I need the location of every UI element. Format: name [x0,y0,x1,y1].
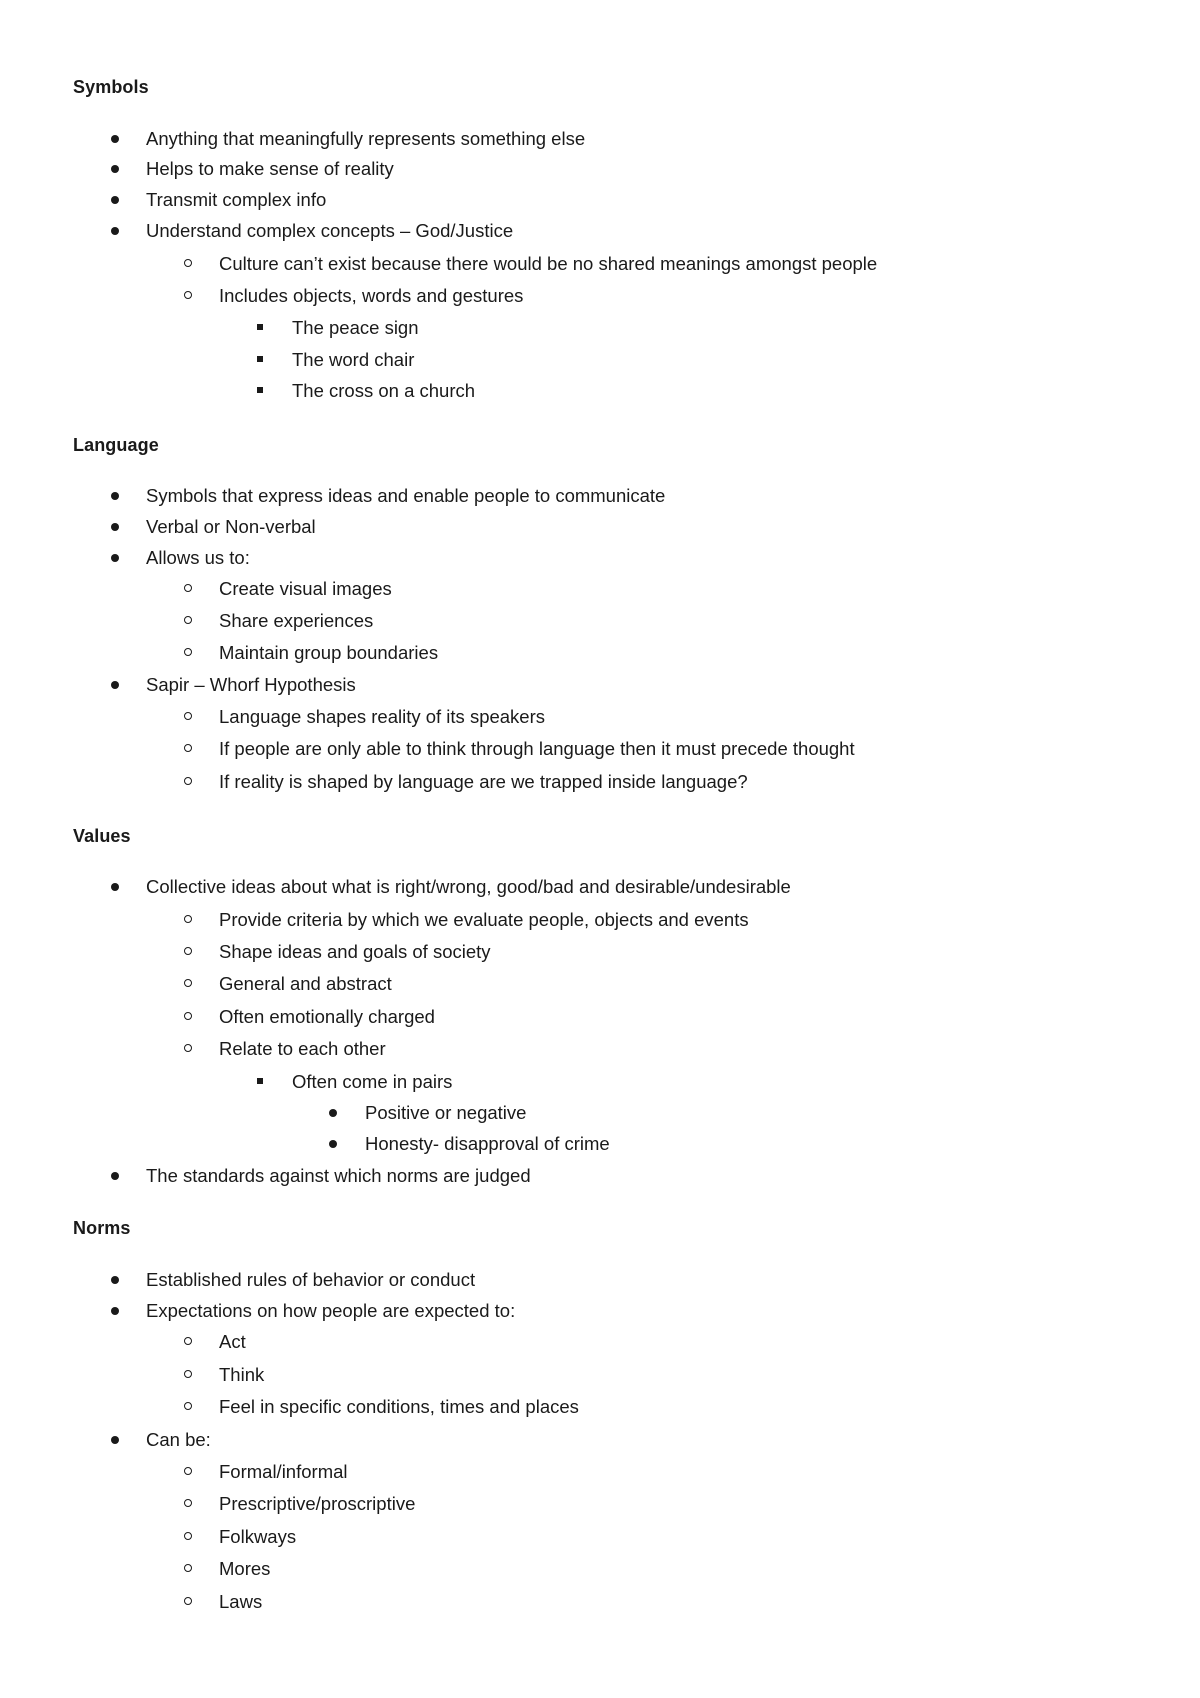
list-item: Allows us to: [146,547,250,568]
list-item: The peace sign [292,317,419,338]
bullet-circle [168,940,208,964]
bullet-square [240,348,280,372]
list-item: The cross on a church [292,380,476,401]
bullet-circle [168,1005,208,1029]
bullet-circle [168,1330,208,1354]
bullet-circle [168,577,208,601]
bullet-dot [313,1101,353,1125]
list-item: Share experiences [219,610,374,631]
bullet-circle [168,705,208,729]
bullet-circle [168,1590,208,1614]
bullet-circle [168,972,208,996]
section-heading-language: Language [73,435,159,455]
list-item: Act [219,1331,246,1352]
bullet-dot [95,515,135,539]
list-item: Anything that meaningfully represents something else [146,128,586,149]
bullet-circle [168,1037,208,1061]
bullet-dot [95,875,135,899]
list-item: Formal/informal [219,1461,348,1482]
list-item: Understand complex concepts – God/Justice [146,220,514,241]
bullet-square [240,316,280,340]
list-item: Prescriptive/proscriptive [219,1493,416,1514]
bullet-circle [168,641,208,665]
list-item: Think [219,1364,265,1385]
bullet-circle [168,737,208,761]
list-item: Symbols that express ideas and enable people to communicate [146,485,666,506]
bullet-circle [168,609,208,633]
list-item: Language shapes reality of its speakers [219,706,546,727]
list-item: Can be: [146,1429,211,1450]
list-item: Folkways [219,1526,297,1547]
bullet-circle [168,284,208,308]
bullet-circle [168,770,208,794]
list-item: Feel in specific conditions, times and places [219,1396,579,1417]
list-item: Positive or negative [365,1102,527,1123]
list-item: Maintain group boundaries [219,642,439,663]
list-item: Verbal or Non-verbal [146,516,316,537]
bullet-dot [95,1299,135,1323]
bullet-dot [95,219,135,243]
list-item: Often come in pairs [292,1071,453,1092]
bullet-dot [95,1164,135,1188]
bullet-dot [95,1428,135,1452]
bullet-dot [95,127,135,151]
list-item: The word chair [292,349,415,370]
bullet-dot [95,157,135,181]
list-item: Established rules of behavior or conduct [146,1269,476,1290]
list-item: Expectations on how people are expected to: [146,1300,516,1321]
bullet-circle [168,1363,208,1387]
bullet-circle [168,1460,208,1484]
list-item: Laws [219,1591,263,1612]
list-item: If people are only able to think through language then it must precede thought [219,738,855,759]
bullet-circle [168,1492,208,1516]
bullet-circle [168,1557,208,1581]
list-item: Provide criteria by which we evaluate people, objects and events [219,909,749,930]
list-item: Relate to each other [219,1038,386,1059]
bullet-dot [313,1132,353,1156]
section-heading-norms: Norms [73,1218,131,1238]
list-item: Culture can’t exist because there would be no shared meanings amongst people [219,253,878,274]
list-item: Collective ideas about what is right/wrong, good/bad and desirable/undesirable [146,876,791,897]
list-item: Often emotionally charged [219,1006,435,1027]
list-item: Transmit complex info [146,189,327,210]
list-item: Helps to make sense of reality [146,158,394,179]
list-item: If reality is shaped by language are we trapped inside language? [219,771,748,792]
section-heading-values: Values [73,826,131,846]
bullet-square [240,1070,280,1094]
bullet-square [240,379,280,403]
bullet-circle [168,252,208,276]
bullet-dot [95,546,135,570]
list-item: The standards against which norms are judged [146,1165,531,1186]
list-item: Includes objects, words and gestures [219,285,524,306]
bullet-circle [168,908,208,932]
list-item: General and abstract [219,973,392,994]
bullet-dot [95,673,135,697]
bullet-circle [168,1395,208,1419]
list-item: Shape ideas and goals of society [219,941,491,962]
list-item: Mores [219,1558,271,1579]
bullet-dot [95,188,135,212]
bullet-circle [168,1525,208,1549]
list-item: Create visual images [219,578,392,599]
bullet-dot [95,1268,135,1292]
list-item: Honesty- disapproval of crime [365,1133,610,1154]
list-item: Sapir – Whorf Hypothesis [146,674,356,695]
section-heading-symbols: Symbols [73,77,149,97]
bullet-dot [95,484,135,508]
